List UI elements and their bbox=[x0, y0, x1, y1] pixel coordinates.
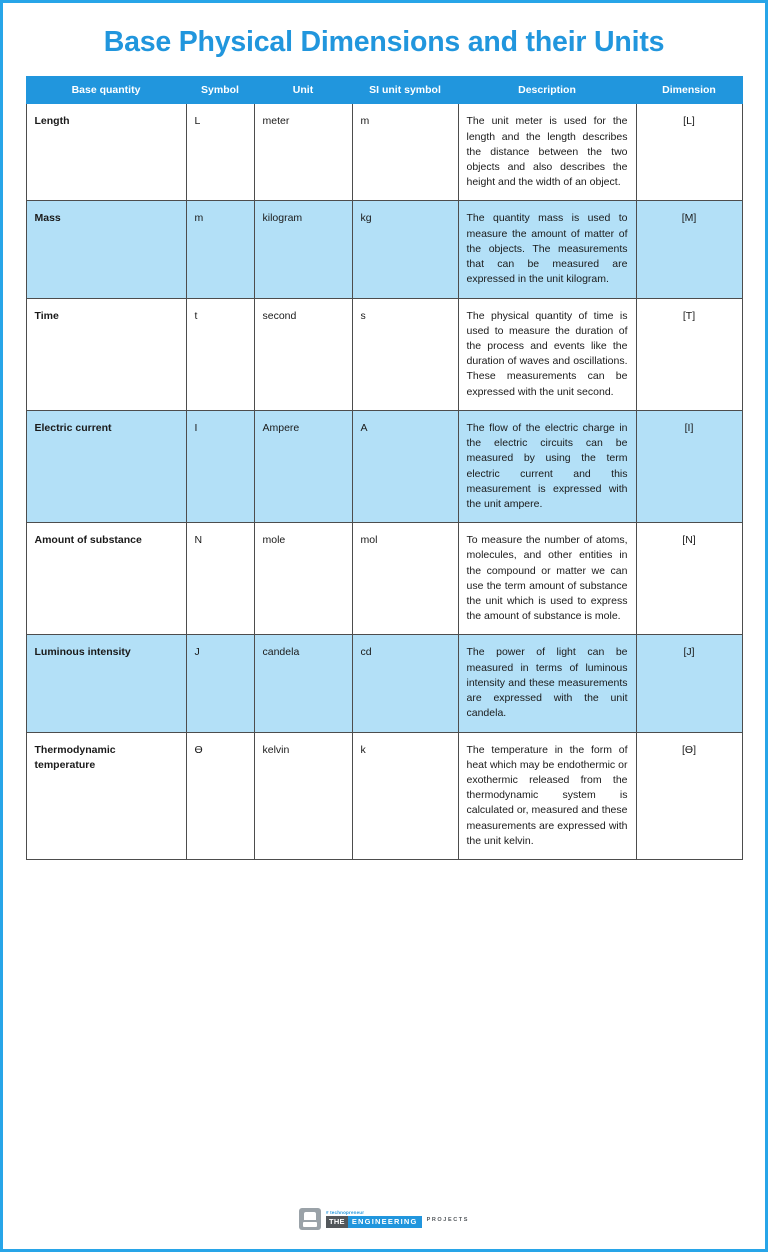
cell-description: The quantity mass is used to measure the amount of matter of the objects. The measurements that can be measured are expressed in the unit kilogram. bbox=[458, 201, 636, 298]
cell-symbol: m bbox=[186, 201, 254, 298]
cell-symbol: L bbox=[186, 104, 254, 201]
cell-dimension: [T] bbox=[636, 298, 742, 410]
brand-text bbox=[326, 1211, 422, 1228]
column-header-base-quantity: Base quantity bbox=[26, 77, 186, 104]
cell-symbol: I bbox=[186, 410, 254, 522]
cell-unit: Ampere bbox=[254, 410, 352, 522]
column-header-unit: Unit bbox=[254, 77, 352, 104]
table-row bbox=[26, 523, 742, 635]
brand-logo bbox=[299, 1208, 469, 1230]
brand-main bbox=[326, 1216, 422, 1228]
column-header-dimension: Dimension bbox=[636, 77, 742, 104]
cell-description: The flow of the electric charge in the electric circuits can be measured by using the term electric current and this measurement is expressed with the unit ampere. bbox=[458, 410, 636, 522]
brand-projects: PROJECTS bbox=[426, 1217, 470, 1223]
cell-si-unit-symbol: m bbox=[352, 104, 458, 201]
table-row bbox=[26, 201, 742, 298]
cell-symbol: N bbox=[186, 523, 254, 635]
cell-base-quantity: Thermodynamic temperature bbox=[26, 732, 186, 860]
cell-description: To measure the number of atoms, molecules, and other entities in the compound or matter we can use the term amount of substance the unit which is used to express the amount of substance is mole. bbox=[458, 523, 636, 635]
cell-dimension: [I] bbox=[636, 410, 742, 522]
cell-symbol: J bbox=[186, 635, 254, 732]
cell-base-quantity: Luminous intensity bbox=[26, 635, 186, 732]
cell-description: The unit meter is used for the length and the length describes the distance between the two objects and also describes the height and the width of an object. bbox=[458, 104, 636, 201]
table-row bbox=[26, 104, 742, 201]
table-row bbox=[26, 298, 742, 410]
cell-symbol: Ө bbox=[186, 732, 254, 860]
cell-dimension: [M] bbox=[636, 201, 742, 298]
cell-description: The physical quantity of time is used to measure the duration of the process and events like the duration of waves and oscillations. These measurements can be expressed with the unit second. bbox=[458, 298, 636, 410]
cell-unit: candela bbox=[254, 635, 352, 732]
cell-dimension: [N] bbox=[636, 523, 742, 635]
cell-base-quantity: Electric current bbox=[26, 410, 186, 522]
brand-the: THE bbox=[326, 1216, 348, 1228]
cell-dimension: [Ө] bbox=[636, 732, 742, 860]
brand-tagline: # technopreneur bbox=[325, 1209, 365, 1215]
cell-unit: kilogram bbox=[254, 201, 352, 298]
cell-si-unit-symbol: cd bbox=[352, 635, 458, 732]
table-row bbox=[26, 410, 742, 522]
table-header-row bbox=[26, 77, 742, 104]
page-title: Base Physical Dimensions and their Units bbox=[103, 26, 665, 58]
dimensions-table bbox=[26, 76, 743, 860]
table-row bbox=[26, 635, 742, 732]
cell-symbol: t bbox=[186, 298, 254, 410]
cell-si-unit-symbol: kg bbox=[352, 201, 458, 298]
cell-unit: meter bbox=[254, 104, 352, 201]
cell-si-unit-symbol: s bbox=[352, 298, 458, 410]
brand-engineering: ENGINEERING bbox=[348, 1216, 422, 1228]
cell-si-unit-symbol: mol bbox=[352, 523, 458, 635]
cell-unit: mole bbox=[254, 523, 352, 635]
cell-base-quantity: Amount of substance bbox=[26, 523, 186, 635]
cell-base-quantity: Mass bbox=[26, 201, 186, 298]
table-row bbox=[26, 732, 742, 860]
column-header-si-unit-symbol: SI unit symbol bbox=[352, 77, 458, 104]
column-header-description: Description bbox=[458, 77, 636, 104]
cell-description: The temperature in the form of heat which may be endothermic or exothermic released from the thermodynamic system is calculated or, measured and these measurements are expressed with the unit kelvin. bbox=[458, 732, 636, 860]
cell-base-quantity: Time bbox=[26, 298, 186, 410]
cell-si-unit-symbol: A bbox=[352, 410, 458, 522]
column-header-symbol: Symbol bbox=[186, 77, 254, 104]
robot-icon bbox=[299, 1208, 321, 1230]
cell-unit: second bbox=[254, 298, 352, 410]
cell-dimension: [J] bbox=[636, 635, 742, 732]
cell-si-unit-symbol: k bbox=[352, 732, 458, 860]
cell-base-quantity: Length bbox=[26, 104, 186, 201]
cell-dimension: [L] bbox=[636, 104, 742, 201]
footer bbox=[3, 1208, 765, 1235]
cell-unit: kelvin bbox=[254, 732, 352, 860]
cell-description: The power of light can be measured in terms of luminous intensity and these measurements are expressed with the unit candela. bbox=[458, 635, 636, 732]
